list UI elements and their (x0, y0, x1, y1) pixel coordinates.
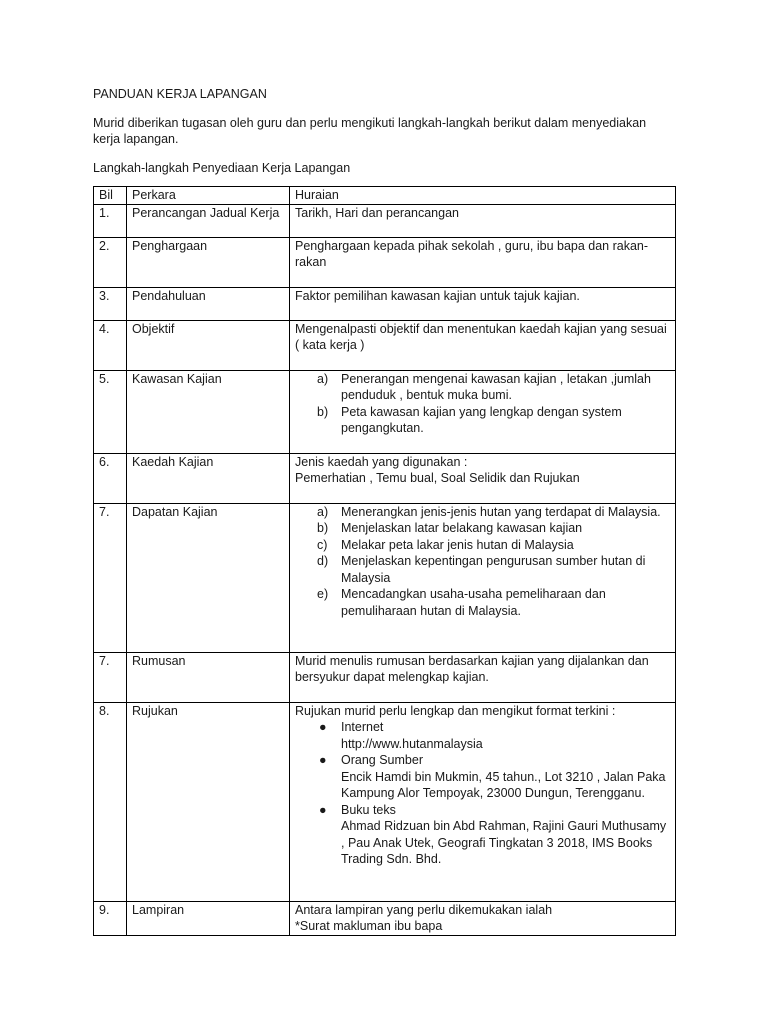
row-item: Rujukan (127, 702, 290, 901)
list-item (295, 371, 670, 404)
list-marker: d) (317, 554, 329, 568)
row-number: 7. (94, 652, 127, 702)
header-perkara: Perkara (127, 187, 290, 205)
row-description: Murid menulis rumusan berdasarkan kajian yang dijalankan dan bersyukur dapat melengkap kajian. (290, 652, 676, 702)
row-item: Pendahuluan (127, 287, 290, 320)
row-number: 2. (94, 237, 127, 287)
row-item: Kaedah Kajian (127, 453, 290, 503)
list-item (295, 752, 670, 802)
table-row (94, 370, 676, 453)
row-description: Tarikh, Hari dan perancangan (290, 204, 676, 237)
bullet-label: Orang Sumber (341, 753, 423, 767)
table-row (94, 204, 676, 237)
list-item (295, 719, 670, 752)
table-row (94, 652, 676, 702)
list-item (295, 404, 670, 437)
table-title: Langkah-langkah Penyediaan Kerja Lapangan (93, 160, 351, 175)
list-item (295, 520, 670, 537)
row-item: Lampiran (127, 901, 290, 935)
table-header-row (94, 187, 676, 205)
list-item-text: Penerangan mengenai kawasan kajian , letakan ,jumlah penduduk , bentuk muka bumi. (341, 371, 651, 402)
row-description: Mengenalpasti objektif dan menentukan kaedah kajian yang sesuai ( kata kerja ) (290, 320, 676, 370)
list-item-text: Menjelaskan latar belakang kawasan kajian (341, 521, 583, 535)
list-item-text: Mencadangkan usaha-usaha pemeliharaan dan pemuliharaan hutan di Malaysia. (341, 587, 606, 618)
description-line: Jenis kaedah yang digunakan : (295, 454, 468, 469)
list-item (295, 504, 670, 521)
row-item: Dapatan Kajian (127, 503, 290, 652)
row-item: Kawasan Kajian (127, 370, 290, 453)
bullet-detail: Ahmad Ridzuan bin Abd Rahman, Rajini Gauri Muthusamy , Pau Anak Utek, Geografi Tingkatan 3 2018, IMS Books Trading Sdn. Bhd. (341, 819, 667, 866)
row-description (290, 702, 676, 901)
list-item-text: Peta kawasan kajian yang lengkap dengan system pengangkutan. (341, 404, 622, 435)
row-description (290, 453, 676, 503)
row-number: 9. (94, 901, 127, 935)
list-item-text: Menerangkan jenis-jenis hutan yang terdapat di Malaysia. (341, 504, 661, 519)
guide-table (93, 186, 676, 936)
list-marker: a) (317, 371, 329, 386)
list-item (295, 553, 670, 586)
row-item: Perancangan Jadual Kerja (127, 204, 290, 237)
description-line: Rujukan murid perlu lengkap dan mengikut format terkini : (295, 703, 616, 718)
description-line: Antara lampiran yang perlu dikemukakan ialah (295, 902, 553, 917)
row-item: Objektif (127, 320, 290, 370)
row-number: 8. (94, 702, 127, 901)
description-line: *Surat makluman ibu bapa (295, 919, 443, 933)
row-description: Penghargaan kepada pihak sekolah , guru, ibu bapa dan rakan-rakan (290, 237, 676, 287)
document-title: PANDUAN KERJA LAPANGAN (93, 87, 267, 101)
table-row (94, 702, 676, 901)
list-marker: c) (317, 537, 328, 552)
row-description (290, 503, 676, 652)
row-number: 4. (94, 320, 127, 370)
bullet-icon: ● (319, 720, 327, 734)
row-number: 3. (94, 287, 127, 320)
table-row (94, 503, 676, 652)
header-bil: Bil (94, 187, 127, 205)
document-page (93, 86, 675, 936)
intro-paragraph: Murid diberikan tugasan oleh guru dan perlu mengikuti langkah-langkah berikut dalam menyediakan kerja lapangan. (93, 115, 647, 146)
row-number: 7. (94, 503, 127, 652)
list-item (295, 586, 670, 619)
list-marker: e) (317, 587, 329, 601)
list-item (295, 537, 670, 554)
list-marker: a) (317, 504, 329, 519)
bullet-icon: ● (319, 802, 327, 817)
bullet-label: Buku teks (341, 802, 396, 817)
table-row (94, 237, 676, 287)
row-number: 6. (94, 453, 127, 503)
bullet-detail: http://www.hutanmalaysia (341, 736, 483, 751)
row-item: Penghargaan (127, 237, 290, 287)
list-marker: b) (317, 521, 329, 535)
bullet-list (295, 719, 670, 868)
row-item: Rumusan (127, 652, 290, 702)
lettered-list (295, 371, 670, 437)
list-item (295, 802, 670, 868)
bullet-label: Internet (341, 720, 384, 734)
bullet-detail: Encik Hamdi bin Mukmin, 45 tahun., Lot 3210 , Jalan Paka Kampung Alor Tempoyak, 23000 Dungun, Terengganu. (341, 769, 666, 800)
row-number: 5. (94, 370, 127, 453)
row-description: Faktor pemilihan kawasan kajian untuk tajuk kajian. (290, 287, 676, 320)
header-huraian: Huraian (290, 187, 676, 205)
table-row (94, 901, 676, 935)
list-item-text: Melakar peta lakar jenis hutan di Malaysia (341, 537, 574, 552)
list-marker: b) (317, 404, 329, 419)
table-row (94, 287, 676, 320)
row-description (290, 370, 676, 453)
table-row (94, 320, 676, 370)
row-number: 1. (94, 204, 127, 237)
description-line: Pemerhatian , Temu bual, Soal Selidik dan Rujukan (295, 471, 580, 485)
table-row (94, 453, 676, 503)
row-description (290, 901, 676, 935)
bullet-icon: ● (319, 753, 327, 767)
lettered-list (295, 504, 670, 620)
list-item-text: Menjelaskan kepentingan pengurusan sumber hutan di Malaysia (341, 554, 646, 585)
